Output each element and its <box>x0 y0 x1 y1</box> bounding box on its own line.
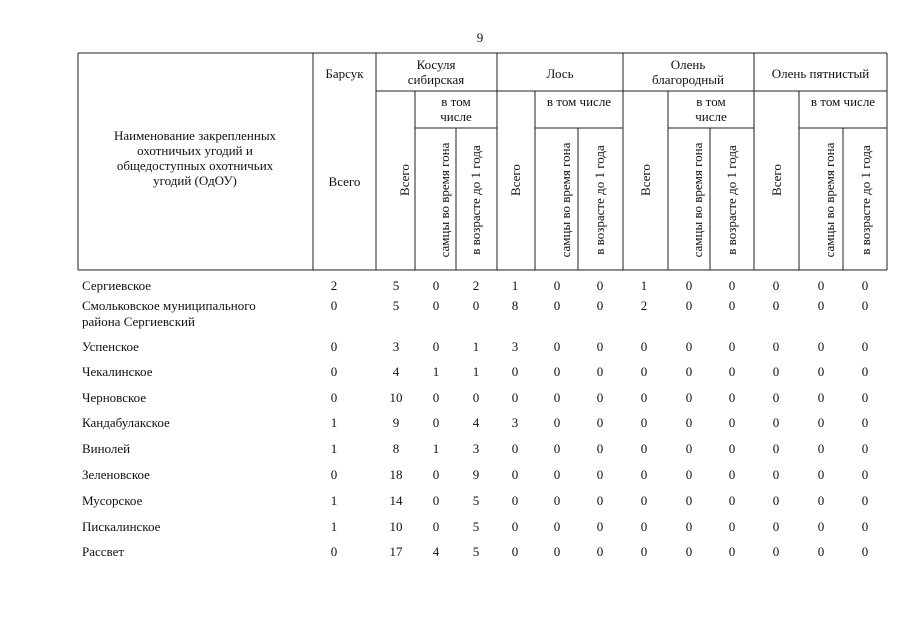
row-value: 0 <box>685 390 693 405</box>
row-value: 0 <box>817 390 825 405</box>
species-header-roe-deer: Косуля сибирская <box>407 57 465 87</box>
row-value: 0 <box>330 364 338 379</box>
row-name: Кандабулакское <box>82 415 170 430</box>
row-value: 0 <box>511 390 519 405</box>
row-value: 14 <box>389 493 403 508</box>
sub-header-males-rut: самцы во время гона <box>822 142 837 258</box>
row-value: 0 <box>511 544 519 559</box>
row-name: Сергиевское <box>82 278 152 293</box>
row-value: 0 <box>553 339 561 354</box>
row-value: 0 <box>772 339 780 354</box>
sub-header-males-rut: самцы во время гона <box>437 142 452 258</box>
row-value: 0 <box>330 298 338 313</box>
row-value: 0 <box>432 278 440 293</box>
row-value: 0 <box>861 544 869 559</box>
row-value: 0 <box>817 364 825 379</box>
row-value: 0 <box>861 467 869 482</box>
sub-header-under-1yr: в возрасте до 1 года <box>592 145 607 255</box>
row-value: 0 <box>772 544 780 559</box>
row-value: 0 <box>553 364 561 379</box>
row-value: 0 <box>596 339 604 354</box>
row-value: 0 <box>817 467 825 482</box>
sub-header-males-rut: самцы во время гона <box>690 142 705 258</box>
row-value: 0 <box>728 298 736 313</box>
sub-header-under-1yr: в возрасте до 1 года <box>724 145 739 255</box>
row-value: 0 <box>511 519 519 534</box>
row-value: 0 <box>728 544 736 559</box>
sub-header-total: Всего <box>508 164 523 196</box>
row-value: 0 <box>432 339 440 354</box>
row-value: 2 <box>640 298 648 313</box>
row-value: 1 <box>330 519 338 534</box>
species-header-elk: Лось <box>546 66 574 81</box>
row-name: Смольковское муниципального района Сергиевский <box>82 298 256 329</box>
row-value: 0 <box>861 339 869 354</box>
row-value: 0 <box>772 364 780 379</box>
row-value: 0 <box>685 339 693 354</box>
row-value: 0 <box>553 519 561 534</box>
row-value: 0 <box>330 390 338 405</box>
row-value: 0 <box>472 390 480 405</box>
sub-header-males-rut: самцы во время гона <box>558 142 573 258</box>
species-header-red-deer: Олень благородный <box>652 57 724 87</box>
row-value: 0 <box>861 519 869 534</box>
row-value: 0 <box>553 390 561 405</box>
row-value: 0 <box>728 364 736 379</box>
species-header-badger: Барсук <box>325 66 364 81</box>
row-value: 0 <box>861 390 869 405</box>
row-value: 5 <box>472 544 480 559</box>
row-value: 0 <box>817 519 825 534</box>
row-value: 9 <box>472 467 480 482</box>
row-value: 0 <box>640 415 648 430</box>
row-name: Пискалинское <box>82 519 161 534</box>
sub-header-total: Всего <box>397 164 412 196</box>
row-value: 3 <box>511 415 519 430</box>
row-value: 0 <box>772 390 780 405</box>
row-value: 0 <box>861 415 869 430</box>
row-value: 0 <box>596 467 604 482</box>
row-value: 0 <box>553 467 561 482</box>
row-value: 0 <box>817 415 825 430</box>
row-value: 0 <box>685 278 693 293</box>
row-name: Черновское <box>82 390 147 405</box>
row-value: 0 <box>685 364 693 379</box>
row-value: 0 <box>685 415 693 430</box>
row-value: 4 <box>432 544 440 559</box>
row-value: 9 <box>392 415 400 430</box>
row-value: 1 <box>511 278 519 293</box>
row-value: 1 <box>330 441 338 456</box>
row-value: 4 <box>472 415 480 430</box>
row-value: 0 <box>772 278 780 293</box>
row-value: 0 <box>728 493 736 508</box>
row-value: 0 <box>685 441 693 456</box>
row-value: 0 <box>553 298 561 313</box>
row-value: 0 <box>772 493 780 508</box>
row-value: 8 <box>392 441 400 456</box>
row-name: Зеленовское <box>82 467 150 482</box>
row-value: 2 <box>472 278 480 293</box>
row-value: 0 <box>772 441 780 456</box>
row-value: 1 <box>330 415 338 430</box>
sub-header-total: Всего <box>769 164 784 196</box>
name-column-header: Наименование закрепленных охотничьих угодий и общедоступных охотничьих угодий (ОдОУ) <box>113 128 277 188</box>
row-value: 0 <box>772 415 780 430</box>
row-value: 0 <box>861 278 869 293</box>
row-value: 0 <box>685 544 693 559</box>
row-value: 3 <box>472 441 480 456</box>
row-value: 18 <box>389 467 403 482</box>
row-value: 0 <box>728 415 736 430</box>
row-value: 0 <box>432 493 440 508</box>
row-value: 0 <box>596 298 604 313</box>
row-value: 0 <box>817 493 825 508</box>
row-value: 3 <box>392 339 400 354</box>
row-value: 1 <box>432 364 440 379</box>
row-value: 1 <box>472 339 480 354</box>
row-value: 0 <box>817 544 825 559</box>
sub-header-under-1yr: в возрасте до 1 года <box>468 145 483 255</box>
row-value: 5 <box>472 493 480 508</box>
row-value: 0 <box>772 298 780 313</box>
row-name: Чекалинское <box>82 364 153 379</box>
row-value: 0 <box>511 493 519 508</box>
row-value: 0 <box>817 298 825 313</box>
row-value: 0 <box>511 467 519 482</box>
row-value: 0 <box>861 364 869 379</box>
row-value: 0 <box>553 278 561 293</box>
row-value: 0 <box>596 364 604 379</box>
sub-header-total: Всего <box>638 164 653 196</box>
row-value: 0 <box>817 339 825 354</box>
row-value: 0 <box>472 298 480 313</box>
row-value: 0 <box>640 544 648 559</box>
in-total-label: в том числе <box>695 94 727 124</box>
row-value: 0 <box>728 441 736 456</box>
row-value: 0 <box>685 493 693 508</box>
row-value: 5 <box>392 298 400 313</box>
row-value: 0 <box>640 441 648 456</box>
row-value: 1 <box>330 493 338 508</box>
row-value: 0 <box>640 519 648 534</box>
row-value: 0 <box>596 441 604 456</box>
row-name: Винолей <box>82 441 131 456</box>
row-value: 0 <box>685 467 693 482</box>
row-value: 0 <box>640 467 648 482</box>
row-value: 10 <box>389 519 403 534</box>
row-value: 0 <box>861 441 869 456</box>
row-value: 0 <box>596 390 604 405</box>
row-value: 0 <box>772 467 780 482</box>
row-value: 0 <box>685 519 693 534</box>
row-value: 5 <box>472 519 480 534</box>
row-value: 0 <box>817 278 825 293</box>
row-value: 0 <box>596 544 604 559</box>
row-value: 0 <box>640 364 648 379</box>
in-total-label: в том числе <box>810 94 876 109</box>
row-value: 17 <box>389 544 403 559</box>
row-value: 0 <box>817 441 825 456</box>
sub-header-total: Всего <box>328 174 361 189</box>
row-value: 0 <box>685 298 693 313</box>
row-value: 0 <box>553 415 561 430</box>
row-name: Успенское <box>82 339 139 354</box>
row-value: 5 <box>392 278 400 293</box>
row-value: 0 <box>596 415 604 430</box>
row-value: 0 <box>330 339 338 354</box>
row-value: 0 <box>511 441 519 456</box>
row-value: 0 <box>553 441 561 456</box>
row-value: 1 <box>432 441 440 456</box>
row-value: 0 <box>861 298 869 313</box>
row-value: 1 <box>472 364 480 379</box>
page-number: 9 <box>476 30 484 45</box>
row-value: 2 <box>330 278 338 293</box>
row-value: 0 <box>596 519 604 534</box>
row-value: 0 <box>861 493 869 508</box>
row-value: 10 <box>389 390 403 405</box>
row-value: 0 <box>596 493 604 508</box>
row-value: 0 <box>728 278 736 293</box>
row-value: 0 <box>553 544 561 559</box>
row-value: 0 <box>640 493 648 508</box>
row-value: 0 <box>330 467 338 482</box>
row-value: 0 <box>553 493 561 508</box>
row-value: 0 <box>728 390 736 405</box>
row-value: 0 <box>596 278 604 293</box>
row-name: Мусорское <box>82 493 143 508</box>
row-value: 0 <box>432 390 440 405</box>
row-value: 0 <box>432 467 440 482</box>
row-value: 4 <box>392 364 400 379</box>
row-value: 0 <box>728 519 736 534</box>
in-total-label: в том числе <box>440 94 472 124</box>
row-value: 0 <box>728 467 736 482</box>
row-value: 0 <box>640 390 648 405</box>
row-value: 0 <box>728 339 736 354</box>
sub-header-under-1yr: в возрасте до 1 года <box>858 145 873 255</box>
row-value: 0 <box>640 339 648 354</box>
row-value: 0 <box>772 519 780 534</box>
in-total-label: в том числе <box>546 94 612 109</box>
row-value: 0 <box>432 519 440 534</box>
species-header-sika-deer: Олень пятнистый <box>771 66 870 81</box>
row-value: 0 <box>330 544 338 559</box>
row-value: 1 <box>640 278 648 293</box>
row-value: 3 <box>511 339 519 354</box>
row-value: 0 <box>432 298 440 313</box>
row-value: 0 <box>511 364 519 379</box>
row-name: Рассвет <box>82 544 125 559</box>
row-value: 0 <box>432 415 440 430</box>
row-value: 8 <box>511 298 519 313</box>
